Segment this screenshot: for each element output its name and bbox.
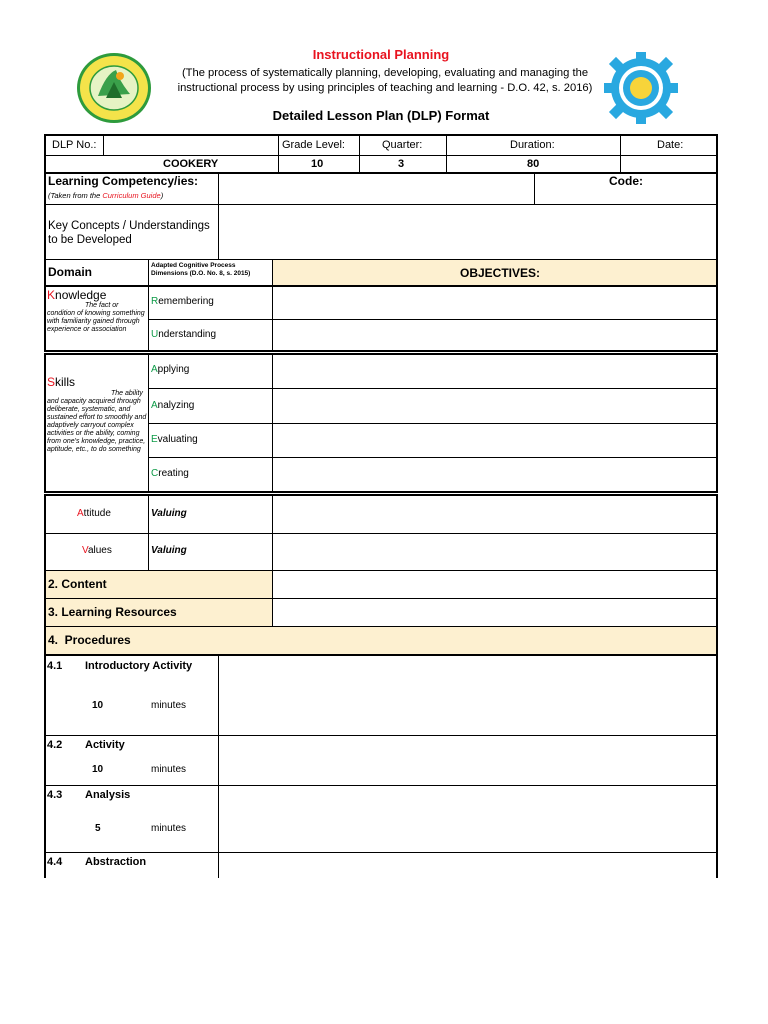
duration-value: 80	[527, 158, 540, 170]
step-4-3-unit: minutes	[151, 823, 187, 834]
creating-level: Creating	[151, 468, 189, 479]
step-4-2-unit: minutes	[151, 764, 187, 775]
remembering-level: Remembering	[151, 296, 214, 307]
page-header	[0, 0, 768, 132]
understanding-level: Understanding	[151, 329, 217, 340]
procedures-label: 4. Procedures	[48, 633, 131, 647]
quarter-value: 3	[398, 158, 405, 170]
competency-note: (Taken from the Curriculum Guide)	[48, 191, 164, 200]
grade-level-label: Grade Level:	[282, 139, 345, 151]
date-label: Date:	[657, 139, 684, 151]
competency-label: Learning Competency/ies:	[48, 174, 199, 188]
skills-description: The ability and capacity acquired through deliberate, systematic, and sustained effort to smoothly and adaptively carryout complex activities or the ability, coming from one's knowledge, practice, aptitude, etc., to do something	[47, 390, 147, 453]
step-4-3-number: 4.3	[47, 789, 63, 801]
subject-value: COOKERY	[163, 158, 219, 170]
step-4-4-number: 4.4	[47, 856, 63, 868]
competency-block	[44, 172, 718, 287]
step-4-1-unit: minutes	[151, 700, 187, 711]
knowledge-description: The fact or condition of knowing something with familiarity gained through experience or association	[47, 302, 145, 333]
values-label: Values	[82, 545, 112, 556]
info-block	[44, 134, 718, 174]
knowledge-block	[44, 285, 718, 352]
resources-label: 3. Learning Resources	[48, 605, 177, 619]
instructional-planning-description: (The process of systematically planning, developing, evaluating and managing the instructional process by using principles of teaching and learning - D.O. 42, s. 2016)	[177, 67, 593, 94]
key-concepts-label: Key Concepts / Understandings to be Developed	[48, 220, 210, 246]
dimensions-label: Adapted Cognitive Process Dimensions (D.O. No. 8, s. 2015)	[151, 262, 251, 277]
skills-label: Skills	[47, 375, 76, 389]
grade-value: 10	[311, 158, 324, 170]
knowledge-label: Knowledge	[47, 288, 107, 302]
objectives-label: OBJECTIVES:	[460, 266, 541, 280]
procedure-steps-block	[44, 654, 718, 878]
step-4-1-minutes: 10	[92, 700, 104, 711]
applying-level: Applying	[151, 364, 190, 375]
step-4-2-number: 4.2	[47, 739, 63, 751]
dlp-no-label: DLP No.:	[52, 139, 97, 151]
dlp-format-title: Detailed Lesson Plan (DLP) Format	[272, 108, 490, 123]
skills-block	[44, 353, 718, 493]
step-4-3-minutes: 5	[95, 823, 101, 834]
step-4-1-number: 4.1	[47, 660, 63, 672]
attitude-level: Valuing	[151, 508, 187, 519]
values-level: Valuing	[151, 545, 187, 556]
step-4-4-name: Abstraction	[85, 856, 147, 868]
attitude-values-block	[44, 494, 718, 656]
instructional-planning-title: Instructional Planning	[312, 47, 450, 62]
attitude-label: Attitude	[77, 508, 111, 519]
evaluating-level: Evaluating	[151, 434, 198, 445]
content-label: 2. Content	[48, 577, 107, 591]
domain-label: Domain	[48, 265, 93, 279]
duration-label: Duration:	[510, 139, 555, 151]
procedures-bg	[46, 627, 716, 654]
step-4-2-name: Activity	[85, 739, 125, 751]
quarter-label: Quarter:	[382, 139, 423, 151]
step-4-3-name: Analysis	[85, 789, 131, 801]
code-label: Code:	[609, 174, 643, 188]
step-4-2-minutes: 10	[92, 764, 104, 775]
analyzing-level: Analyzing	[151, 400, 195, 411]
step-4-1-name: Introductory Activity	[85, 660, 193, 672]
